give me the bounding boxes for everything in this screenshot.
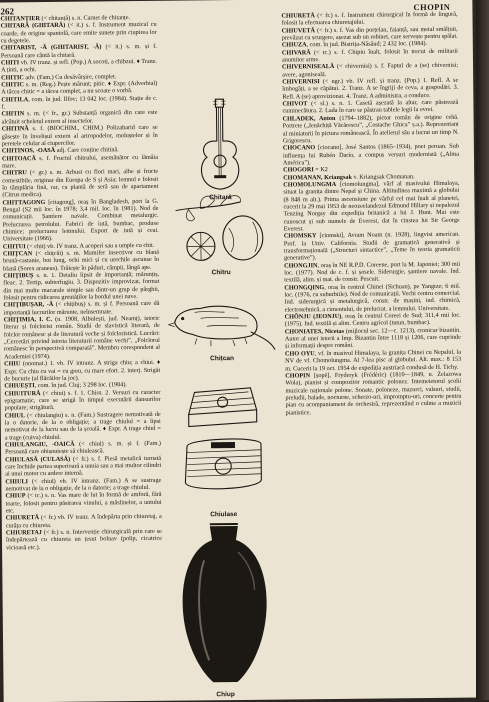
entry-headword: CHLADEK, Anton — [283, 115, 336, 123]
dictionary-entry — [1, 21, 157, 45]
entry-headword: CHITILA — [1, 96, 28, 103]
entry-definition: (< fr.) vb. IV tranz. A îndepărta prin chiuretaj, a curăța cu chiureta. — [6, 513, 162, 529]
entry-headword: CHOMSKY — [284, 232, 317, 239]
dictionary-entry — [1, 80, 157, 96]
entry-definition: , oraș în centrul Chinei (Sichuan), pe Yangtze; 6 mil. loc. (1976, cu suburbiile). Nod de comunicații. Vechi centru comercial. Ind. siderurgică și metalurgică, constr. de mașini, ind. chimică, electrotehnică, a cimentului, de prelucrat. a lemnului. Universitate. — [284, 282, 460, 313]
entry-definition: , oraș în centrul Coreei de Sud; 311,4 mii loc. (1975). Ind. textilă și alim. Centru agricol (tutun, bumbac). — [285, 312, 461, 328]
entry-definition: (< it.) s. m. și f. Persoană care cântă la chitară. — [1, 43, 157, 59]
dictionary-entry — [4, 315, 160, 361]
entry-headword: CHIVARĂ — [282, 49, 311, 56]
dictionary-entry — [5, 491, 161, 515]
entry-headword: CHIUL — [5, 412, 25, 419]
entry-definition: (mijlocul sec. 12—c. 1213), cronicar bizantin. Autor al unei istorii a Imp. Bizantin între 1118 și 1206, care cuprinde și informații despre români. — [285, 326, 461, 350]
entry-headword: CHIUITURĂ — [4, 390, 40, 397]
entry-headword: CHOMANAN, Kriangsak — [283, 173, 352, 181]
entry-definition: (< fr.) s. n. Intervenție chirurgicală prin care se îndepărtează cu chiureta un țesut bolnav (polip, cicatrice vicioasă etc.). — [6, 528, 162, 551]
dictionary-entry — [282, 77, 458, 101]
entry-definition: v. Kriangsak Chomanan. — [352, 173, 415, 181]
entry-definition: adj. Care conține chitină. — [55, 146, 119, 154]
shrew-caption: Chițcan — [163, 355, 281, 363]
entry-headword: CHITINĂ — [2, 125, 29, 132]
citron-illustration — [161, 188, 280, 277]
entry-definition: (< fr.) s. f. Vas din porțelan, faianță, sau metal smălțuit, prevăzut cu scurgere, așezat sub un robinet, care servește pentru spălat. — [282, 25, 458, 41]
entry-definition: (< chițcăi) s. m. Mamifer insectivor cu blană brună-castanie, bot lung, ochi mici și cu urechile ascunse în blană (Sorex araneus). Trăiește în păduri, câmpii, lângă ape. — [3, 249, 159, 272]
cylinder-head-illustration — [163, 380, 282, 519]
entry-headword: CHIUP — [5, 493, 25, 500]
entry-definition: adv. (Fam.) Cu desăvârșire, complet. — [24, 73, 117, 81]
entry-definition: (< chit) vb. IV tranz. A acoperi sau a umple cu chit. — [26, 242, 155, 250]
cylinder-head-caption: Chiulase — [165, 511, 283, 519]
entry-definition: (< it.) s. f. Instrument muzical cu coarde, de origine spaniolă, care emite sunete prin ciupirea lor cu degetele. — [1, 21, 157, 44]
dictionary-entry — [284, 260, 460, 284]
entry-definition: [ciocano], José Santos (1865–1934), poet peruan. Sub influența lui Rubén Darío, a compus versuri modernistă („Alma América”). — [283, 143, 459, 167]
entry-definition: , com. în jud. Ilfov; 13 042 loc. (1984). Stație de c. f. — [1, 95, 157, 111]
entry-headword: CHŎNJU (JEONJU) — [285, 313, 342, 321]
entry-definition: (< chivernisi) s. f. Faptul de a (se) chivernisi; avere, agoniseală. — [282, 62, 458, 78]
entry-definition: (< fr.) s. f. Instrument chirurgical în formă de lingură, folosit la efectuarea chiuretajului. — [282, 11, 458, 27]
amphora-caption: Chiup — [167, 691, 285, 699]
dictionary-entry — [1, 95, 157, 111]
entry-headword: CHIȚIMIA, I. C. — [4, 316, 53, 324]
entry-headword: CHIVERNISI — [282, 78, 320, 85]
entry-definition: (< tc.) s. f. Chipiu înalt, folosit în trecut de militarii anumitor arme. — [282, 47, 458, 63]
entry-definition: (onomat.) 1. vb. IV intranz. A striga chiu; a chiui. ♦ Expr. Cu chiu cu vai = cu greu, cu mare efort. 2. interj. Strigăt de bucurie (al flăcăilor la joc). — [4, 359, 160, 382]
entry-definition: , vf. în masivul Himalaya, la granița Chinei cu Nepalul, la NV de vf. Chomolungma. Al 7-lea pisc al globului. Alt. max.: 8 153 m. Cucerit la 19 oct. 1954 de expediția austriacă condusă de H. Tichy. — [285, 348, 461, 372]
entry-headword: CHITUI — [3, 243, 26, 250]
guitar-caption: Chitară — [161, 194, 279, 202]
entry-headword: CHIUVETĂ — [282, 27, 315, 34]
entry-definition: (1794–1882), pictor român de origine cehă. Portrete („Ienăchiță Văcărescu”, „Costache Ghica” ș.a.). Reprezentant al miniaturii în pictura românească. În atelierul său a lucrat un timp N. Grigorescu. — [283, 113, 459, 144]
entry-headword: CHITANȚIER — [0, 15, 40, 22]
guitar-illustration — [160, 95, 279, 202]
entry-definition: , oraș în NE R.P.D. Coreene, port la M. Japoniei; 300 mii loc. (1977). Nod de c. f. și șosele. Siderurgie, șantiere navale. Ind. textilă, alim. și mat. de constr. Pescuit. — [284, 260, 460, 284]
entry-headword: CHIU — [4, 360, 20, 367]
entry-definition: vb. IV tranz. și refl. (Pop.) A socoti, a chibzui. ♦ Tranz. A ținti, a ochi. — [1, 58, 157, 74]
dictionary-entry — [2, 168, 158, 199]
dictionary-entry — [282, 25, 458, 42]
dictionary-entry — [285, 326, 461, 350]
entry-headword: CHOGORI — [283, 166, 314, 173]
dictionary-entry — [2, 124, 158, 148]
entry-headword: CHITI — [1, 59, 19, 66]
entry-headword: CHITINOS, -OASĂ — [2, 147, 55, 155]
entry-headword: CHO OYU — [285, 350, 315, 357]
entry-definition: s. f. Fructul chitrului, asemănător cu lămâia mare. — [2, 153, 158, 169]
amphora-illustration — [165, 520, 285, 699]
entry-definition: = K2 — [314, 166, 328, 173]
citron-caption: Chitru — [162, 269, 280, 277]
entry-headword: CHONIATES, Nicetas — [285, 328, 344, 336]
entry-headword: CHIUEȘTI — [4, 382, 34, 389]
entry-headword: CHONGJIN — [284, 262, 317, 269]
dictionary-entry — [1, 43, 157, 59]
entry-definition: s. m. (< fr., gr.) Substanță organică din care este alcătuit scheletul extern al insectelor. — [2, 109, 158, 125]
dictionary-entry — [4, 388, 160, 412]
entry-definition: s. m. (Reg.) Pește mărunt; pitic. ♦ Expr. (Adverbial) A tăcea chitic = a tăcea complet, a nu scoate o vorbă. — [1, 80, 157, 96]
entry-headword: CHIȚIBUȘ — [3, 272, 33, 279]
dictionary-entry — [284, 231, 460, 262]
entry-definition: (< chițibuș) s. m. și f. Persoană care dă importanță lucrurilor mărunte, neînsemnate. — [4, 300, 160, 316]
entry-headword: CHITTAGONG — [2, 199, 45, 206]
entry-headword: CHITIC — [1, 81, 24, 88]
dictionary-entry — [6, 513, 162, 529]
left-column — [0, 14, 163, 700]
entry-headword: CHOPIN — [285, 372, 310, 379]
right-column — [281, 11, 464, 697]
entry-definition: (< chiul) s. m. și f. (Fam.) Persoană care obișnuiește să chiulească. — [5, 440, 161, 456]
entry-definition: [ciomolungma], vârf al masivului Himalaya, situat la granița dintre Nepal și China. Altitudinea maximă a globului (8 848 m alt.). Prima ascensiune pe vârful cel mai înalt al planetei, cucerit la 29 mai 1953 de neozeelandezul Edmund Hillary și nepalezul Tenzing Norgay din expediția britanică a lui J. Hunt. Mai este cunoscut și sub numele de Everest, dat în cinstea lui Sir George Everest. — [283, 180, 459, 233]
dictionary-entry — [1, 58, 157, 74]
entry-definition: (< tc.) s. n. Vas mare de lut în formă de amforă, fără toarte, folosit pentru păstrarea vinului, a măslinelor, a untului etc. — [6, 491, 162, 514]
dictionary-entry — [3, 271, 159, 302]
entry-headword: CHITOACĂ — [2, 155, 36, 162]
entry-definition: (< chiui) s. f. 1. Chiot. 2. Versuri cu caracter epigramatic, care se strigă în timpul executării dansurilor populare; strigătură. — [4, 388, 160, 411]
entry-definition: , com. în jud. Cluj; 3 298 loc. (1984). — [35, 381, 127, 389]
entry-headword: CHIULASĂ (CULASĂ) — [5, 455, 70, 463]
entry-headword: CHITARIST, -Ă (GHITARIST, -Ă) — [1, 44, 102, 52]
entry-headword: CHITARĂ (GHITARĂ) — [1, 22, 66, 30]
entry-definition: (< chitanță) s. n. Carnet de chitanțe. — [40, 14, 130, 22]
entry-headword: CHIVERNISEALĂ — [282, 63, 334, 71]
shrew-icon — [166, 282, 277, 355]
amphora-icon — [174, 520, 276, 691]
entry-headword: CHIURETĂ — [281, 12, 314, 19]
dictionary-entry — [3, 249, 159, 273]
entry-headword: CHIURETAJ — [6, 529, 42, 536]
entry-headword: CHOCANO — [283, 144, 315, 151]
entry-headword: CHIȚCAN — [3, 250, 32, 257]
page-binding-edge — [476, 0, 489, 700]
entry-definition: [ciomski], Avram Noam (n. 1928), lingvist american. Prof. la Univ. California. Studii de gramatică generativă și transformațională („Structuri sintactice”, „Teme în teoria gramaticii generative”). — [284, 231, 460, 262]
entry-headword: CHITIC — [1, 74, 24, 81]
entry-definition: (< ngr.) vb. IV refl. și tranz. (Pop.) 1. Refl. A se îmbogăți, a se căpătui. 2. Tranz. A se îngriji de ceva, a gospodări. 3. Refl. A (se) aprovizionat. 4. Tranz. A administra, a conduce. — [282, 77, 458, 101]
dictionary-entry — [283, 180, 460, 233]
dictionary-entry — [284, 282, 460, 313]
dictionary-entry — [283, 143, 459, 167]
dictionary-entry — [2, 197, 158, 243]
entry-headword: CHITIN — [1, 111, 24, 118]
dictionary-entry — [4, 359, 160, 383]
entry-definition: [citagong], oraș în Bangladesh, port la G. Bengal (S2 mii loc. în 1978; 3,4 mil. loc. în 1981). Nod de comunicații. Șantiere navale. Combinat metalurgic. Prelucrarea petrolului. Fabrici de iută, bumbac, produse chimice; prelucrarea lemnului. Export de iută și ceai. Universitate (1966). — [2, 197, 158, 242]
entry-headword: CHOMOLUNGMA — [283, 181, 336, 189]
entry-headword: CHIUZA — [282, 42, 307, 49]
entry-headword: CHIULANGIU, -OAICĂ — [5, 441, 75, 449]
citron-branch-icon — [170, 188, 271, 269]
entry-definition: (n. 1908, Albulești, jud. Neamț), istoric literar și folclorist român. Studii de slavistică literară, de folclor românesc și de literatură veche și folcloristică. Lucrări: „Cercetări privind istoria literaturii române vechi”, „Folclorul românesc în perspectivă comparată”. Membru corespondent al Academiei (1974). — [4, 315, 160, 360]
guide-word: CHOPIN — [413, 2, 450, 12]
entry-definition: (< gr.) s. m. Arbust cu flori mari, albe și fructe comestibile, originar din Europa de S și Asia; lemnul e folosit în tâmplăria fină, rar, ca plantă de seră sau de apartament (Citrus medica). — [2, 168, 158, 199]
entry-definition: (< chiulangiu) s. n. (Fam.) Sustragere nemotivată de la o datorie, de la o obligație; a trage chiulul = a lipsi nemotivat de la lucru sau de la școală. ♦ Expr. A trage chiul = a trage (cuiva) chiulul. — [5, 410, 161, 441]
entry-definition: [șopĕ], Fryderyk (Frédéric) (1810—1849, n. Żelazowa Wola), pianist și compozitor romantic polonez. Intemeietorul școlii muzicale naționale polone. Sonate, poloneze, mazurci, valsuri, studii, preludii, balade, nocturne, scherzo-uri, impromptu-uri, concerte pentru pian cu acompaniament de orchestră, reprezentând o culme a muzicii pianistice. — [285, 371, 461, 417]
shrew-illustration — [162, 282, 281, 363]
dictionary-entry — [5, 410, 161, 441]
entry-headword: CHIULI — [5, 478, 28, 485]
entry-definition: s. n. 1. Detaliu lipsit de importanță; mărunțiș, fleac. 2. Tertip, subterfugiu. 3. Dispozitiv improvizat, format din mai multe macarale simple sau dintr-un grup de pârghii, folosit pentru ridicarea greutăților la bordul unei nave. — [3, 271, 159, 302]
entry-definition: , com. în jud. Bistrița-Năsăud; 2 432 loc. (1984). — [307, 40, 428, 48]
entry-definition: (< chiul) vb. IV intranz. (Fam.) A se sustrage nemotivat de la o obligație, de la o datorie; a trage chiulul. — [5, 476, 161, 492]
cylinder-head-icon — [172, 380, 273, 511]
entry-headword: CHIVOT — [282, 100, 307, 107]
entry-headword: CHITRU — [2, 169, 27, 176]
dictionary-entry — [5, 476, 161, 492]
entry-headword: CHONGQING — [284, 284, 324, 291]
guitar-icon — [189, 95, 250, 194]
entry-headword: CHIURETĂ — [6, 514, 39, 521]
entry-headword: CHIȚIBUȘAR, -Ă — [3, 301, 53, 309]
page-number: 262 — [0, 6, 14, 16]
dictionary-entry — [285, 371, 461, 417]
entry-definition: (< fr.) s. f. Piesă metalică turnată care închide partea superioară a unuia sau a mai multor cilindri ai unui motor cu ardere internă. — [5, 454, 161, 477]
entry-definition: s. f. (BIOCHIM., CHIM.) Polizaharid care se găsește în învelișul extern al artropodelor, moluștelor și în peretele celular al ciupercilor. — [2, 124, 158, 147]
dictionary-entry — [5, 454, 161, 478]
dictionary-entry — [3, 300, 159, 316]
dictionary-entry — [283, 113, 459, 144]
dictionary-entry — [5, 440, 161, 456]
entry-definition: (< sl.) s. n. 1. Casetă așezată la altar, care păstrează cuminecătura. 2. Lada în care se păstrau tablele legii la evrei. — [282, 99, 458, 115]
dictionary-entry — [285, 348, 461, 372]
dictionary-entry — [6, 528, 162, 552]
dictionary-entry — [2, 153, 158, 169]
